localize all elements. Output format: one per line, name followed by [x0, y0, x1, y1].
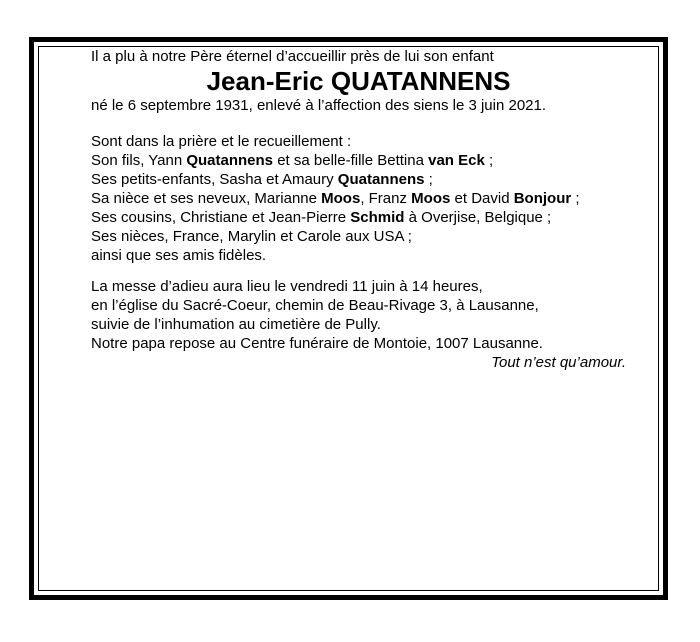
family-surname-bold: Moos: [411, 190, 451, 207]
family-line: [91, 227, 626, 246]
family-line: [91, 208, 626, 227]
family-line-text: Ses cousins, Christiane et Jean-Pierre: [91, 209, 351, 226]
family-line: [91, 170, 626, 189]
notice-inner-border: [38, 46, 659, 591]
birth-death-dates-line: né le 6 septembre 1931, enlevé à l’affection des siens le 3 juin 2021.: [91, 97, 547, 114]
family-line-text: et sa belle-fille Bettina: [273, 152, 429, 169]
intro-line: Il a plu à notre Père éternel d’accueillir près de lui son enfant: [91, 48, 494, 65]
repose-line: Notre papa repose au Centre funéraire de Montoie, 1007 Lausanne.: [91, 335, 543, 352]
family-line: [91, 132, 626, 151]
ceremony-line: en l’église du Sacré-Coeur, chemin de Beau-Rivage 3, à Lausanne,: [91, 297, 539, 314]
family-line: [91, 151, 626, 170]
family-line-text: Sa nièce et ses neveux, Marianne: [91, 190, 322, 207]
family-line: [91, 246, 626, 265]
family-line-text: et David: [450, 190, 514, 207]
closing-quote: Tout n’est qu’amour.: [491, 354, 626, 371]
family-line-text: ;: [424, 171, 433, 188]
family-line: [91, 189, 626, 208]
family-line-text: ainsi que ses amis fidèles.: [91, 247, 267, 264]
ceremony-line: suivie de l’inhumation au cimetière de Pully.: [91, 316, 381, 333]
ceremony-line: La messe d’adieu aura lieu le vendredi 11 juin à 14 heures,: [91, 278, 483, 295]
notice-border-frame: [29, 37, 668, 600]
family-surname-bold: Quatannens: [186, 152, 274, 169]
family-surname-bold: Quatannens: [337, 171, 425, 188]
family-line-text: Ses nièces, France, Marylin et Carole aux USA ;: [91, 228, 412, 245]
family-surname-bold: van Eck: [428, 152, 485, 169]
family-surname-bold: Moos: [321, 190, 361, 207]
notice-content: [91, 47, 626, 372]
family-surname-bold: Bonjour: [513, 190, 572, 207]
family-line-text: Ses petits-enfants, Sasha et Amaury: [91, 171, 338, 188]
family-block: [91, 132, 626, 265]
family-line-text: ;: [571, 190, 580, 207]
family-line-text: ;: [484, 152, 494, 169]
family-surname-bold: Schmid: [350, 209, 405, 226]
family-line-text: Son fils, Yann: [91, 152, 187, 169]
family-line-text: , Franz: [360, 190, 412, 207]
deceased-name: Jean-Eric QUATANNENS: [206, 66, 511, 96]
family-line-text: à Overjise, Belgique ;: [404, 209, 552, 226]
ceremony-block: [91, 277, 626, 334]
family-line-text: Sont dans la prière et le recueillement :: [91, 133, 352, 150]
